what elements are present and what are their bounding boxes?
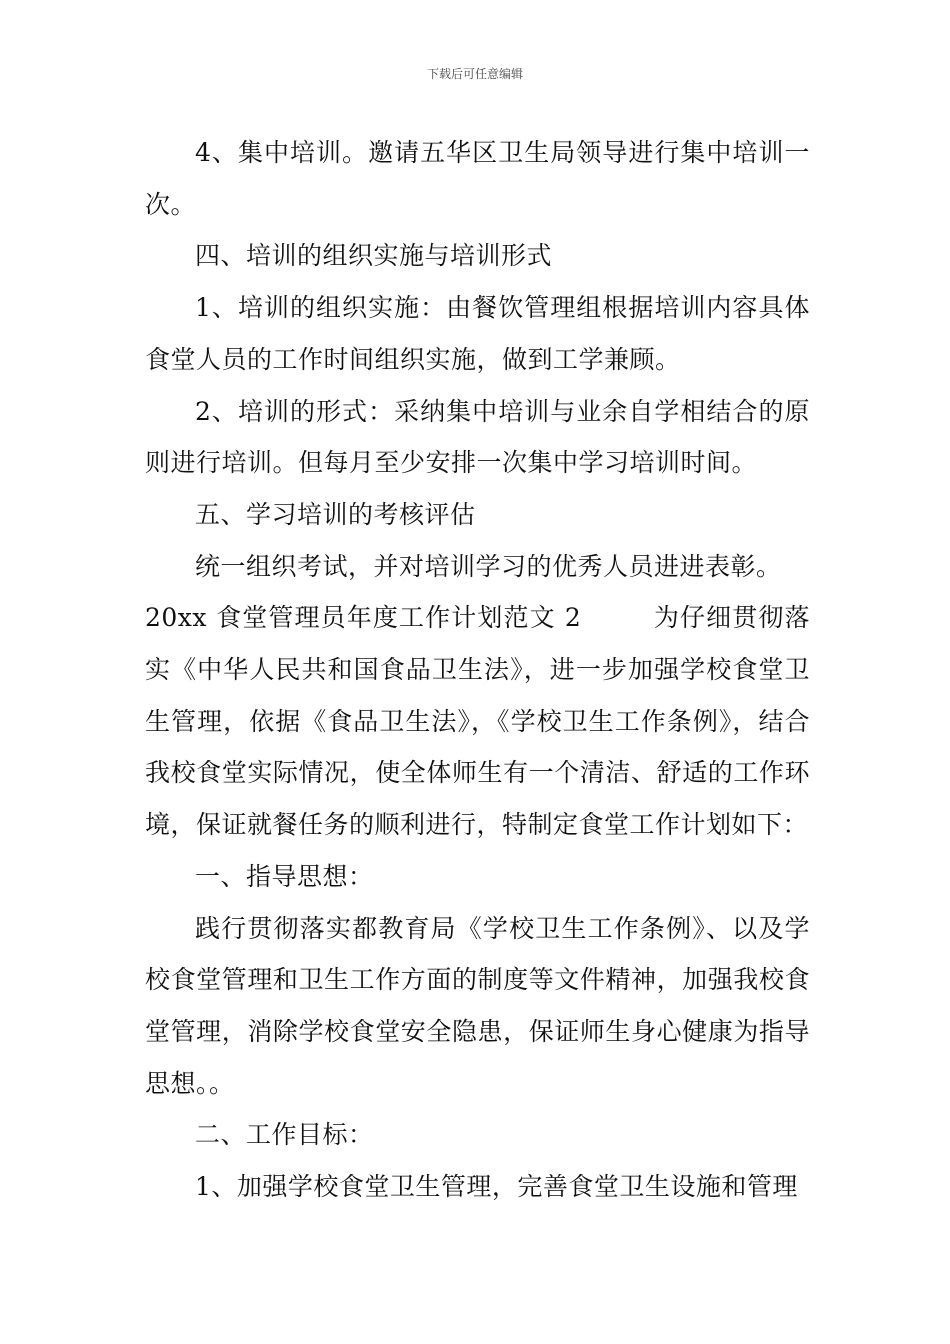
- paragraph-training-form: 2、培训的形式：采纳集中培训与业余自学相结合的原则进行培训。但每月至少安排一次集中学习培训时间。: [145, 396, 810, 478]
- subtitle-gap: [581, 603, 654, 632]
- paragraph-item-4: 4、集中培训。邀请五华区卫生局领导进行集中培训一次。: [145, 138, 810, 219]
- paragraph-work-goal-1: 1、加强学校食堂卫生管理，完善食堂卫生设施和管理: [195, 1172, 798, 1202]
- section-heading-guiding-thought: 一、指导思想：: [195, 861, 374, 891]
- paragraph-organization: 1、培训的组织实施：由餐饮管理组根据培训内容具体食堂人员的工作时间组织实施，做到工学兼顾。: [145, 293, 810, 374]
- paragraph-plan-intro: [145, 592, 810, 851]
- page-header-note: 下载后可任意编辑: [426, 67, 523, 81]
- paragraph-exam: 统一组织考试，并对培训学习的优秀人员进进表彰。: [195, 551, 782, 581]
- document-subtitle: 20xx 食堂管理员年度工作计划范文 2: [145, 603, 582, 633]
- section-heading-training-implementation: 四、培训的组织实施与培训形式: [195, 241, 553, 271]
- paragraph-guiding-thought: 践行贯彻落实都教育局《学校卫生工作条例》、以及学校食堂管理和卫生工作方面的制度等文件精神，加强我校食堂管理，消除学校食堂安全隐患，保证师生身心健康为指导思想。。: [145, 913, 810, 1098]
- document-body: [145, 127, 810, 1213]
- section-heading-work-goals: 二、工作目标：: [195, 1120, 374, 1150]
- section-heading-evaluation: 五、学习培训的考核评估: [195, 499, 476, 529]
- plan-intro-text: 为仔细贯彻落实《中华人民共和国食品卫生法》，进一步加强学校食堂卫生管理，依据《食品卫生法》，《学校卫生工作条例》，结合我校食堂实际情况，使全体师生有一个清洁、舒适的工作环境，保证就餐任务的顺利进行，特制定食堂工作计划如下：: [145, 603, 811, 840]
